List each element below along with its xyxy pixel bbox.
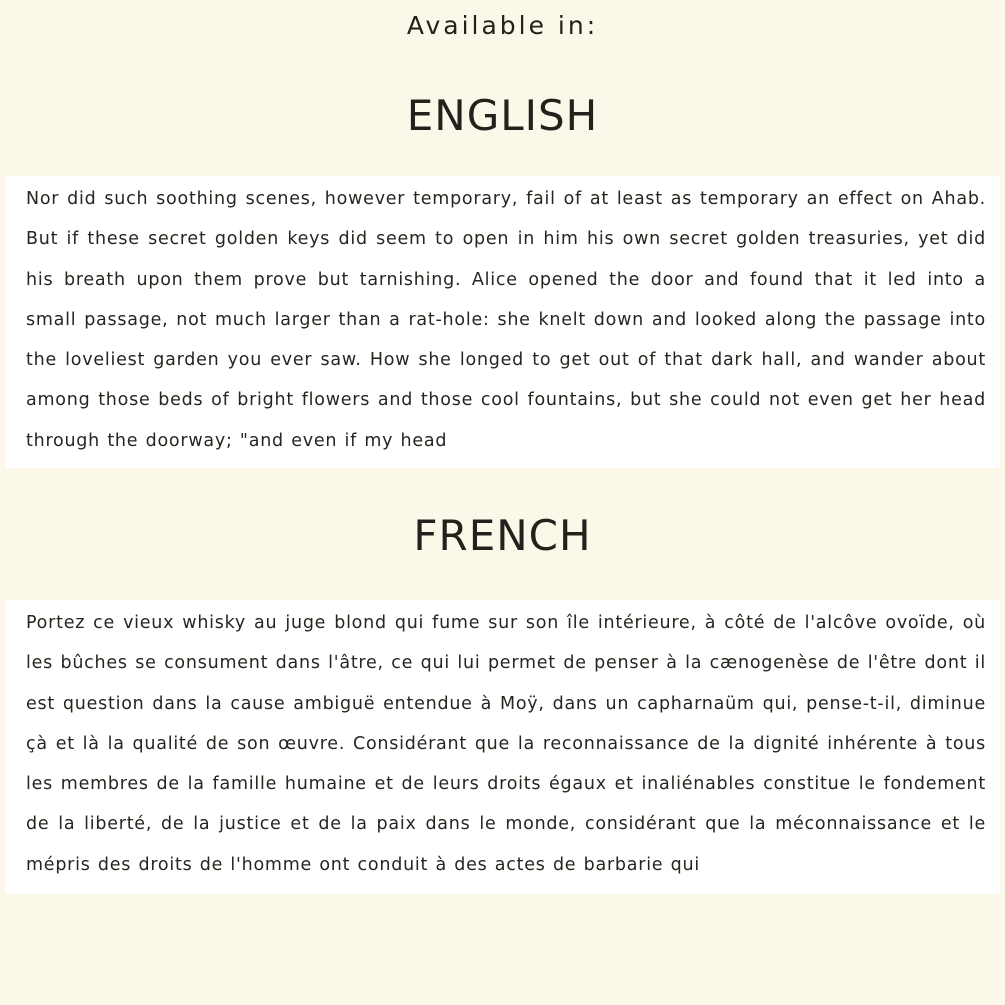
english-text-panel bbox=[5, 176, 1000, 468]
available-in-label: Available in: bbox=[406, 11, 599, 40]
french-text-panel bbox=[5, 600, 1000, 894]
english-heading: ENGLISH bbox=[406, 91, 599, 140]
french-sample-text: Portez ce vieux whisky au juge blond qui fume sur son île intérieure, à côté de l'alcôve ovoïde, où les bûches se consument dans l'âtre, ce qui lui permet de penser à la cænogenèse de l'être dont il est question dans la cause ambiguë entendue à Moÿ, dans un capharnaüm qui, pense-t-il, diminue çà et là la qualité de son œuvre. Considérant que la reconnaissance de la dignité inhérente à tous les membres de la famille humaine et de leurs droits égaux et inaliénables constitue le fondement de la liberté, de la justice et de la paix dans le monde, considérant que la méconnaissance et le mépris des droits de l'homme ont conduit à des actes de barbarie qui bbox=[26, 613, 986, 875]
french-heading: FRENCH bbox=[413, 511, 592, 560]
english-sample-text: Nor did such soothing scenes, however temporary, fail of at least as temporary an effect on Ahab. But if these secret golden keys did seem to open in him his own secret golden treasuries, yet did his breath upon them prove but tarnishing. Alice opened the door and found that it led into a small passage, not much larger than a rat-hole: she knelt down and looked along the passage into the loveliest garden you ever saw. How she longed to get out of that dark hall, and wander about among those beds of bright flowers and those cool fountains, but she could not even get her head through the doorway; "and even if my head bbox=[26, 189, 986, 451]
